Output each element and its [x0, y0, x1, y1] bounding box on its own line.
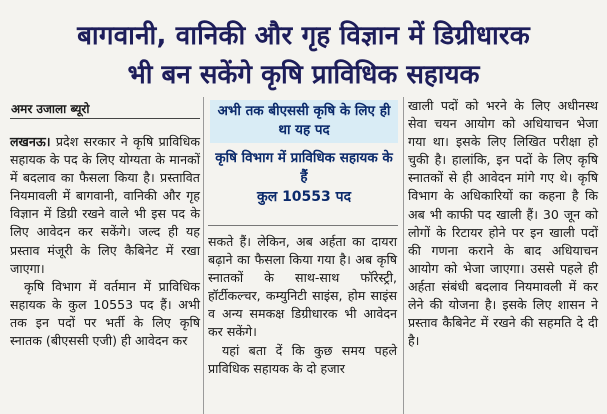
pullquote-top: अभी तक बीएससी कृषि के लिए ही था यह पद [210, 100, 398, 143]
column-1-paragraph-2: कृषि विभाग में वर्तमान में प्राविधिक सहायक के कुल 10553 पद हैं। अभी तक इन पदों पर भर्ती के लिए कृषि स्नातक (बीएससी एजी) ही आवेदन कर [10, 278, 200, 349]
article-column-3 [408, 97, 598, 350]
byline-rule [10, 118, 200, 119]
byline: अमर उजाला ब्यूरो [11, 102, 90, 116]
pullquote-subtext: कृषि विभाग में प्राविधिक सहायक के हैं [215, 150, 393, 185]
column-divider-2 [403, 97, 404, 414]
column-divider-1 [203, 97, 204, 414]
pullquote-box [210, 100, 398, 207]
headline-line-2: भी बन सकेंगे कृषि प्राविधिक सहायक [127, 60, 480, 90]
pullquote-total: कुल 10553 पद [256, 189, 352, 205]
column-2-paragraph-2: यहां बता दें कि कुछ समय पहले प्राविधिक सहायक के दो हजार [208, 342, 397, 376]
column-3-paragraph-1: खाली पदों को भरने के लिए अधीनस्थ सेवा चयन आयोग को अधियाचन भेजा गया था। इसके लिए लिखित परीक्षा हो चुकी है। हालांकि, इन पदों के लिए कृषि स्नातकों से ही आवेदन मांगे गए थे। कृषि विभाग के अधिकारियों का कहना है कि अब भी काफी पद खाली हैं। 30 जून को लोगों के रिटायर होने पर इन खाली पदों की गणना कराने के बाद अधियाचन आयोग को भेजा जाएगा। उससे पहले ही अर्हता संबंधी बदलाव नियमावली में कर लेने की योजना है। इसके लिए शासन ने प्रस्ताव कैबिनेट में रखने की सहमति दे दी है। [408, 98, 598, 349]
article-column-2 [208, 233, 397, 378]
headline-line-1: बागवानी, वानिकी और गृह विज्ञान में डिग्रीधारक [77, 21, 530, 51]
article-column-1 [10, 133, 200, 350]
dateline: लखनऊ। [10, 134, 51, 149]
column-1-paragraph-1: प्रदेश सरकार ने कृषि प्राविधिक सहायक के पद के लिए योग्यता के मानकों में बदलाव का फैसला किया है। प्रस्तावित नियमावली में बागवानी, वानिकी और गृह विज्ञान में डिग्री रखने वाले भी इस पद के लिए आवेदन कर सकेंगे। जल्द ही यह प्रस्ताव मंजूरी के लिए कैबिनेट में रखा जाएगा। [10, 134, 200, 276]
pullquote-rule [208, 225, 398, 226]
column-2-paragraph-1: सकते हैं। लेकिन, अब अर्हता का दायरा बढ़ाने का फैसला किया गया है। अब कृषि स्नातकों के साथ-साथ फॉरेस्ट्री, हॉर्टीकल्चर, कम्युनिटी साइंस, होम साइंस व अन्य समकक्ष डिग्रीधारक भी आवेदन कर सकेंगे। [208, 234, 397, 340]
